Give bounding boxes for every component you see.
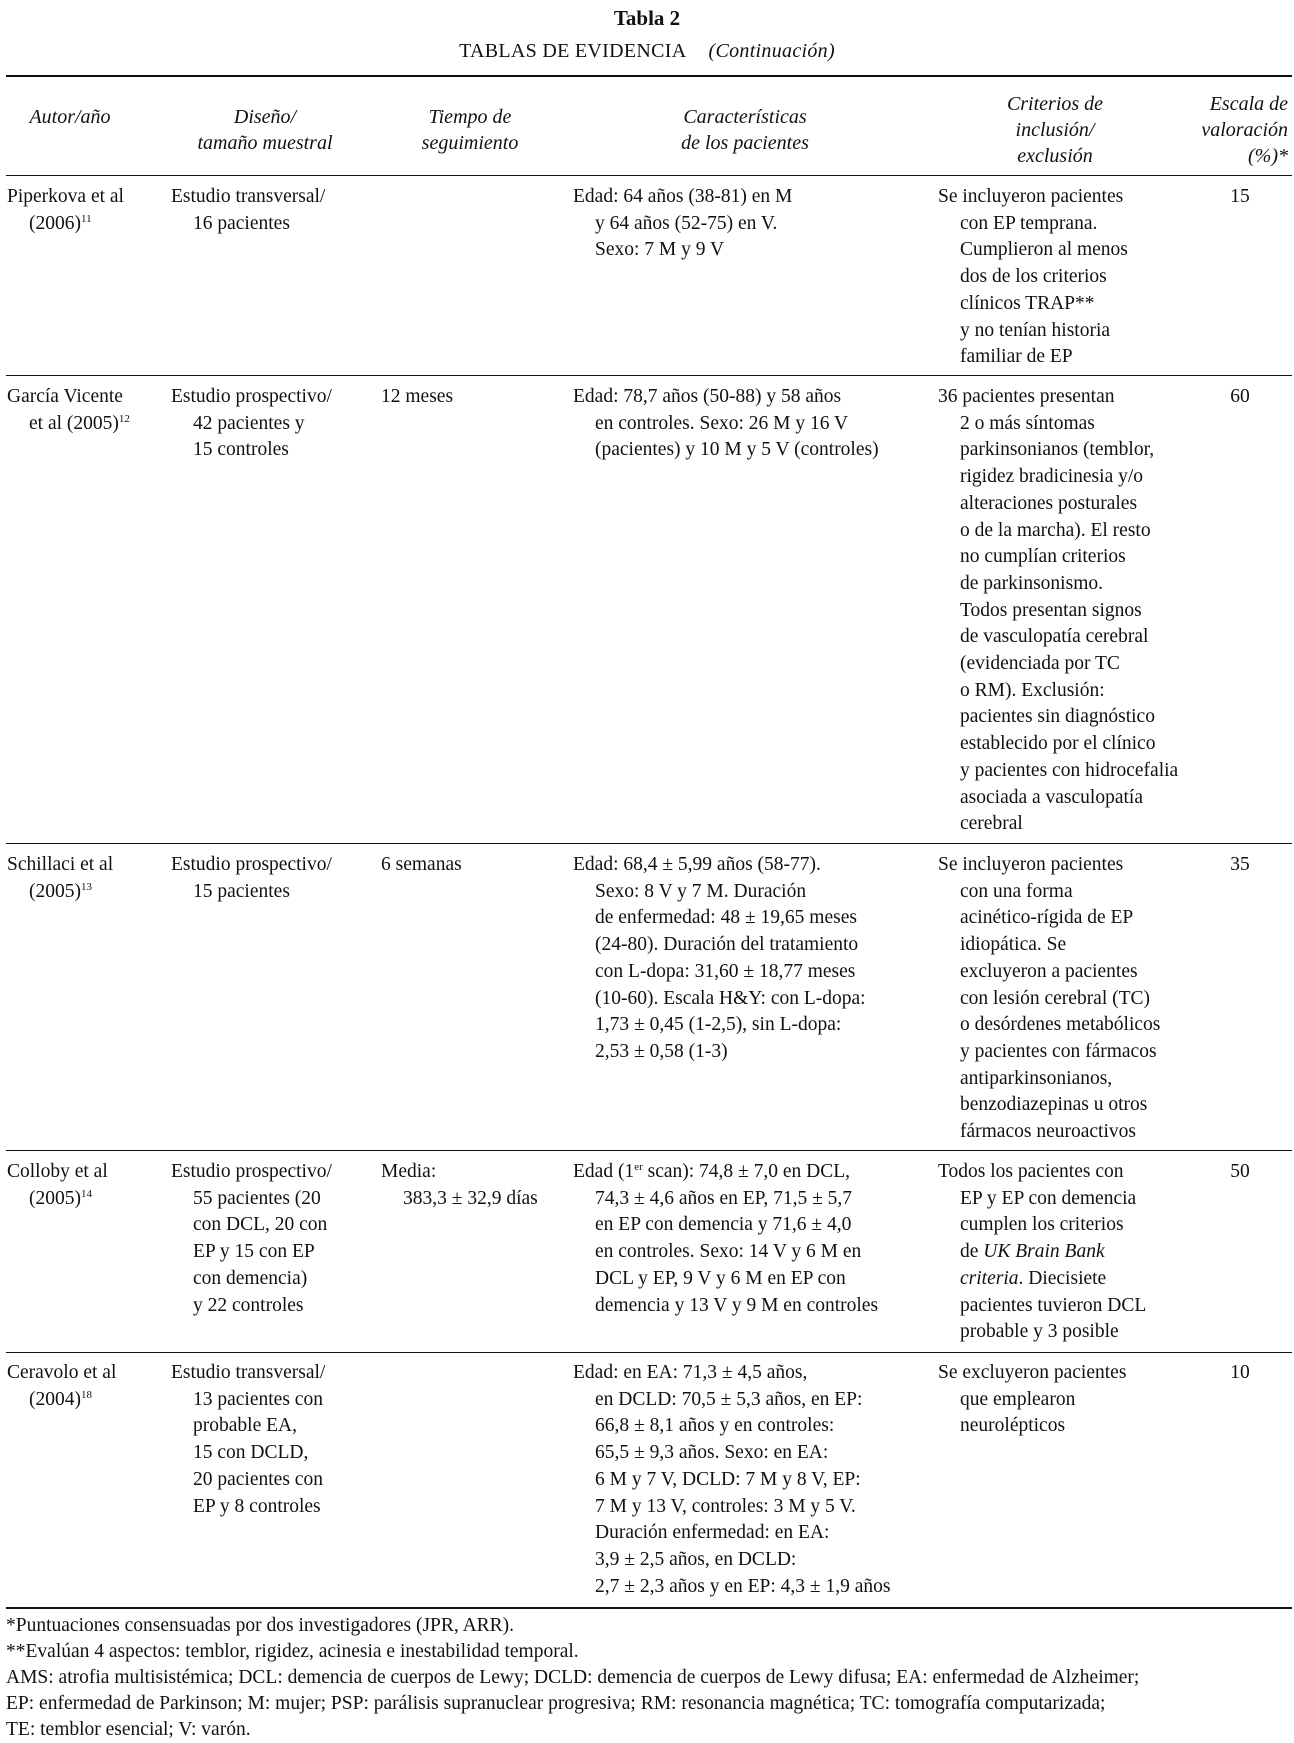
year-text: (2004) <box>29 1388 81 1410</box>
row-3-caracteristicas <box>573 852 866 1066</box>
cell-line <box>7 411 130 438</box>
row-4-diseno <box>171 1159 332 1319</box>
cell-line: con L-dopa: 31,60 ± 18,77 meses <box>595 960 856 982</box>
cell-line: de enfermedad: 48 ± 19,65 meses <box>595 907 857 929</box>
row-3-escala: 35 <box>1230 854 1250 875</box>
cell-line: pacientes sin diagnóstico <box>960 706 1155 728</box>
cell-line: o RM). Exclusión: <box>960 679 1105 701</box>
cell-line: acinético-rígida de EP <box>960 907 1134 929</box>
row-3-diseno <box>171 852 332 905</box>
cell-line: 15 pacientes <box>193 880 290 902</box>
header-autor-text: Autor/año <box>29 106 111 128</box>
row-4-caracteristicas <box>573 1159 878 1319</box>
row-2-criterios <box>938 384 1178 838</box>
cell-line: y 64 años (52-75) en V. <box>595 212 778 234</box>
row-5-autor <box>7 1360 116 1413</box>
cell-line: o desórdenes metabólicos <box>960 1014 1161 1036</box>
cell-line: establecido por el clínico <box>960 733 1156 755</box>
footnote-2: **Evalúan 4 aspectos: temblor, rigidez, acinesia e inestabilidad temporal. <box>6 1641 579 1662</box>
cell-line: en controles. Sexo: 14 V y 6 M en <box>595 1241 862 1263</box>
header-line: Características <box>683 106 807 128</box>
header-tiempo <box>380 104 560 156</box>
cell-line: 6 semanas <box>381 854 462 875</box>
cell-line: Duración enfermedad: en EA: <box>595 1522 830 1544</box>
row-1-criterios <box>938 184 1128 371</box>
cell-line: en controles. Sexo: 26 M y 16 V <box>595 412 849 434</box>
cell-line: con EP temprana. <box>960 212 1098 234</box>
cell-line: 6 M y 7 V, DCLD: 7 M y 8 V, EP: <box>595 1468 861 1490</box>
top-rule <box>6 75 1292 77</box>
cell-line <box>7 211 124 238</box>
italic-text: UK Brain Bank <box>983 1241 1105 1263</box>
cell-line <box>573 1159 878 1186</box>
row-4-criterios <box>938 1159 1146 1346</box>
cell-line: con DCL, 20 con <box>193 1214 328 1236</box>
header-line: (%)* <box>1248 145 1288 167</box>
row-3-autor <box>7 852 113 905</box>
ref-sup: 14 <box>81 1187 92 1200</box>
text: de <box>960 1241 984 1263</box>
cell-line: 15 controles <box>193 439 289 461</box>
row-2-tiempo <box>381 384 453 411</box>
cell-line: 2,53 ± 0,58 (1-3) <box>595 1040 728 1062</box>
cell-line: EP y EP con demencia <box>960 1187 1137 1209</box>
row-1-escala: 15 <box>1230 186 1250 207</box>
bottom-rule <box>6 1607 1292 1609</box>
header-line: Diseño/ <box>233 106 297 128</box>
row-2-diseno <box>171 384 332 464</box>
cell-line: Estudio prospectivo/ <box>171 854 332 875</box>
cell-line: Se excluyeron pacientes <box>938 1362 1127 1383</box>
header-criterios <box>935 91 1175 169</box>
footnote-5: TE: temblor esencial; V: varón. <box>6 1719 251 1740</box>
cell-line: DCL y EP, 9 V y 6 M en EP con <box>595 1267 846 1289</box>
header-line: Escala de <box>1209 93 1288 115</box>
subtitle-text: TABLAS DE EVIDENCIA <box>459 40 687 62</box>
cell-line: no cumplían criterios <box>960 546 1126 568</box>
cell-line: Estudio transversal/ <box>171 186 326 207</box>
cell-line: antiparkinsonianos, <box>960 1067 1113 1089</box>
row-2-escala: 60 <box>1230 386 1250 407</box>
year-text: (2005) <box>29 880 81 902</box>
header-line: exclusión <box>1017 145 1093 167</box>
cell-line <box>7 1387 116 1414</box>
cell-line: Edad: en EA: 71,3 ± 4,5 años, <box>573 1362 808 1383</box>
cell-line: 74,3 ± 4,6 años en EP, 71,5 ± 5,7 <box>595 1187 853 1209</box>
row-2-caracteristicas <box>573 384 879 464</box>
cell-line: 2 o más síntomas <box>960 412 1095 434</box>
cell-line: Estudio prospectivo/ <box>171 1161 332 1182</box>
cell-line: 20 pacientes con <box>193 1468 323 1490</box>
cell-line: familiar de EP <box>960 346 1073 368</box>
cell-line: y no tenían historia <box>960 319 1111 341</box>
cell-line <box>7 1186 108 1213</box>
row-3-tiempo <box>381 852 462 879</box>
cell-line: Estudio prospectivo/ <box>171 386 332 407</box>
text: Edad (1 <box>573 1161 635 1182</box>
cell-line: (24-80). Duración del tratamiento <box>595 934 859 956</box>
cell-line: y pacientes con hidrocefalia <box>960 759 1179 781</box>
cell-line: que emplearon <box>960 1388 1076 1410</box>
cell-line: en DCLD: 70,5 ± 5,3 años, en EP: <box>595 1388 863 1410</box>
cell-line: 65,5 ± 9,3 años. Sexo: en EA: <box>595 1442 829 1464</box>
header-rule <box>6 175 1292 176</box>
cell-line: (10-60). Escala H&Y: con L-dopa: <box>595 987 866 1009</box>
cell-line: neurolépticos <box>960 1415 1066 1437</box>
cell-line: 15 con DCLD, <box>193 1442 309 1464</box>
header-escala <box>1180 91 1288 169</box>
cell-line: en EP con demencia y 71,6 ± 4,0 <box>595 1214 852 1236</box>
cell-line: 1,73 ± 0,45 (1-2,5), sin L-dopa: <box>595 1014 842 1036</box>
cell-line: EP y 15 con EP <box>193 1241 315 1263</box>
cell-line: o de la marcha). El resto <box>960 519 1151 541</box>
table-title: Tabla 2 <box>613 6 681 30</box>
text: . Diecisiete <box>1018 1267 1107 1289</box>
cell-line: idiopática. Se <box>960 934 1067 956</box>
cell-line: cerebral <box>960 813 1023 835</box>
cell-line: Cumplieron al menos <box>960 239 1128 261</box>
ref-sup: 11 <box>81 212 92 225</box>
cell-line: alteraciones posturales <box>960 492 1138 514</box>
italic-text: criteria <box>960 1267 1019 1289</box>
cell-line: 2,7 ± 2,3 años y en EP: 4,3 ± 1,9 años <box>595 1575 891 1597</box>
header-caracteristicas <box>600 104 890 156</box>
cell-line: 55 pacientes (20 <box>193 1187 321 1209</box>
cell-line: (evidenciada por TC <box>960 653 1120 675</box>
cell-line: 12 meses <box>381 386 454 407</box>
cell-line: Todos los pacientes con <box>938 1161 1124 1182</box>
row-divider <box>6 1352 1292 1353</box>
cell-line: Sexo: 8 V y 7 M. Duración <box>595 880 807 902</box>
cell-line: con demencia) <box>193 1267 308 1289</box>
cell-line <box>7 879 113 906</box>
subtitle-note: (Continuación) <box>708 40 835 62</box>
row-5-caracteristicas <box>573 1360 890 1600</box>
ref-sup: 12 <box>118 412 130 425</box>
cell-line: con una forma <box>960 880 1073 902</box>
cell-line: demencia y 13 V y 9 M en controles <box>595 1294 879 1316</box>
ref-sup: 13 <box>81 880 92 893</box>
cell-line: 7 M y 13 V, controles: 3 M y 5 V. <box>595 1495 856 1517</box>
cell-line: Edad: 68,4 ± 5,99 años (58-77). <box>573 854 821 875</box>
cell-line: con lesión cerebral (TC) <box>960 987 1151 1009</box>
cell-line: Piperkova et al <box>7 186 124 207</box>
header-line: Tiempo de <box>428 106 512 128</box>
footnote-1: *Puntuaciones consensuadas por dos investigadores (JPR, ARR). <box>6 1615 515 1636</box>
cell-line: Se incluyeron pacientes <box>938 186 1124 207</box>
cell-line: y 22 controles <box>193 1294 304 1316</box>
cell-line: 16 pacientes <box>193 212 290 234</box>
row-5-criterios <box>938 1360 1126 1440</box>
ref-sup: 18 <box>81 1388 92 1401</box>
cell-line: dos de los criterios <box>960 266 1107 288</box>
row-divider <box>6 843 1292 844</box>
cell-line: Edad: 78,7 años (50-88) y 58 años <box>573 386 842 407</box>
cell-line: Todos presentan signos <box>960 599 1142 621</box>
header-line: inclusión/ <box>1015 119 1095 141</box>
header-autor <box>10 104 130 130</box>
cell-line: cumplen los criterios <box>960 1214 1124 1236</box>
table-subtitle <box>0 40 1294 63</box>
cell-line: Se incluyeron pacientes <box>938 854 1124 875</box>
row-divider <box>6 375 1292 376</box>
row-2-autor <box>7 384 130 437</box>
cell-line: 13 pacientes con <box>193 1388 323 1410</box>
row-5-diseno <box>171 1360 325 1520</box>
row-5-escala: 10 <box>1230 1362 1250 1383</box>
header-line: Criterios de <box>1006 93 1104 115</box>
row-1-autor <box>7 184 124 237</box>
cell-line: Edad: 64 años (38-81) en M <box>573 186 793 207</box>
cell-line: de parkinsonismo. <box>960 572 1103 594</box>
cell-line: 36 pacientes presentan <box>938 386 1115 407</box>
cell-line: EP y 8 controles <box>193 1495 321 1517</box>
year-text: (2005) <box>29 1187 81 1209</box>
cell-line: probable EA, <box>193 1415 297 1437</box>
cell-line: 66,8 ± 8,1 años y en controles: <box>595 1415 835 1437</box>
cell-line: Sexo: 7 M y 9 V <box>595 239 725 261</box>
cell-line: fármacos neuroactivos <box>960 1121 1136 1143</box>
text: scan): 74,8 ± 7,0 en DCL, <box>642 1161 851 1182</box>
header-line: de los pacientes <box>681 132 809 154</box>
cell-line: (pacientes) y 10 M y 5 V (controles) <box>595 439 879 461</box>
cell-line: García Vicente <box>7 386 123 407</box>
cell-line: asociada a vasculopatía <box>960 786 1143 808</box>
row-3-criterios <box>938 852 1160 1146</box>
cell-line: y pacientes con fármacos <box>960 1040 1157 1062</box>
cell-line <box>938 1266 1146 1293</box>
cell-line: 42 pacientes y <box>193 412 305 434</box>
header-line: seguimiento <box>421 132 519 154</box>
cell-line: Colloby et al <box>7 1161 108 1182</box>
header-line: valoración <box>1201 119 1288 141</box>
cell-line: parkinsonianos (temblor, <box>960 439 1155 461</box>
row-4-autor <box>7 1159 108 1212</box>
cell-line: Schillaci et al <box>7 854 114 875</box>
cell-line: probable y 3 posible <box>960 1321 1119 1343</box>
cell-line: Media: <box>381 1161 437 1182</box>
header-diseno <box>160 104 370 156</box>
ordinal-sup: er <box>634 1161 643 1173</box>
footnote-4: EP: enfermedad de Parkinson; M: mujer; PSP: parálisis supranuclear progresiva; RM: resonancia magnética; TC: tomografía computarizada; <box>6 1693 1106 1714</box>
year-text: (2006) <box>29 212 81 234</box>
row-divider <box>6 1150 1292 1151</box>
row-4-tiempo <box>381 1159 538 1212</box>
header-line: tamaño muestral <box>197 132 333 154</box>
cell-line: Estudio transversal/ <box>171 1362 326 1383</box>
cell-line: 3,9 ± 2,5 años, en DCLD: <box>595 1548 797 1570</box>
cell-line: clínicos TRAP** <box>960 292 1095 314</box>
cell-line <box>938 1239 1146 1266</box>
cell-line: excluyeron a pacientes <box>960 960 1138 982</box>
cell-line: benzodiazepinas u otros <box>960 1094 1148 1116</box>
cell-line: rigidez bradicinesia y/o <box>960 466 1144 488</box>
footnote-3: AMS: atrofia multisistémica; DCL: demencia de cuerpos de Lewy; DCLD: demencia de cuerpos de Lewy difusa; EA: enfermedad de Alzheimer; <box>6 1667 1140 1688</box>
row-1-caracteristicas <box>573 184 792 264</box>
cell-line: de vasculopatía cerebral <box>960 626 1149 648</box>
cell-line: 383,3 ± 32,9 días <box>403 1187 538 1209</box>
cell-line: Ceravolo et al <box>7 1362 117 1383</box>
row-4-escala: 50 <box>1230 1161 1250 1182</box>
cell-line: pacientes tuvieron DCL <box>960 1294 1147 1316</box>
year-text: et al (2005) <box>29 412 119 434</box>
row-1-diseno <box>171 184 325 237</box>
